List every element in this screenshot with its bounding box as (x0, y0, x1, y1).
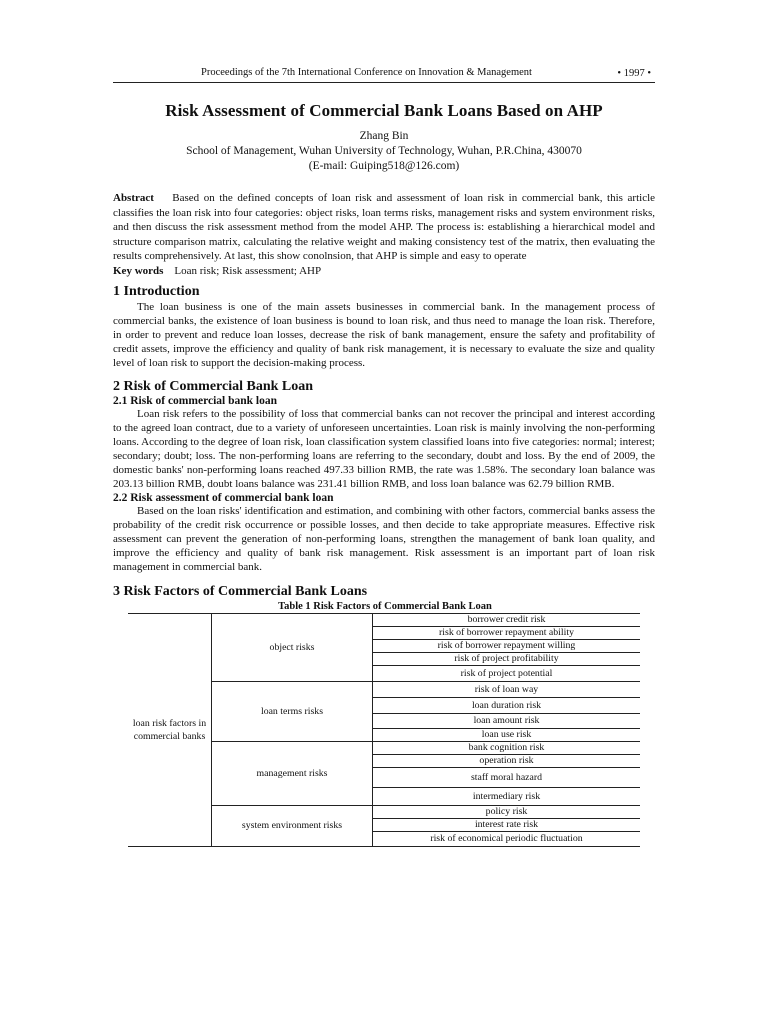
keywords (113, 264, 655, 278)
table-root-label: loan risk factors in commercial banks (132, 717, 207, 742)
table-caption: Table 1 Risk Factors of Commercial Bank Loan (278, 601, 492, 612)
table-cell: loan amount risk (373, 714, 641, 729)
table-cell: loan duration risk (373, 698, 641, 714)
running-header (113, 62, 655, 83)
group-cell-system-environment-risks: system environment risks (212, 806, 373, 847)
section-heading-risk: 2 Risk of Commercial Bank Loan (113, 378, 314, 394)
table-cell: interest rate risk (373, 819, 641, 832)
table-root-cell (128, 614, 212, 847)
table-cell: loan use risk (373, 729, 641, 742)
table-cell: risk of project potential (373, 666, 641, 682)
table-cell: risk of borrower repayment ability (373, 627, 641, 640)
subsection-text-2-1: Loan risk refers to the possibility of loss that commercial banks can not recover the principal and interest according to the agreed loan contract, due to a variety of unforeseen uncertainties. Loan risk is mainly involving the non-performing loans. According to the degree of loan risk, loan classification system classified loans into five categories: normal; interest; secondary; doubt; loss. The non-performing loans are referring to the secondary, doubt and loss. By the end of 2009, the domestic banks' non-performing loans reached 497.33 billion RMB, the rate was 1.58%. The secondary loan balance was 203.13 billion RMB, doubt loans balance was 231.41 billion RMB, and loss loan balance was 62.79 billion RMB. (113, 407, 655, 491)
group-cell-object-risks: object risks (212, 614, 373, 682)
paper-page (113, 62, 655, 847)
keywords-label: Key words (113, 264, 164, 277)
table-cell: borrower credit risk (373, 614, 641, 627)
author-block (113, 129, 655, 174)
table-cell: staff moral hazard (373, 768, 641, 788)
paper-title: Risk Assessment of Commercial Bank Loans Based on AHP (165, 101, 603, 120)
abstract-label: Abstract (113, 192, 154, 204)
subsection-heading-2-1: 2.1 Risk of commercial bank loan (113, 394, 277, 407)
page-number: • 1997 • (617, 68, 651, 79)
table-cell: risk of economical periodic fluctuation (430, 833, 583, 844)
author-email: (E-mail: Guiping518@126.com) (308, 160, 460, 172)
keywords-text: Loan risk; Risk assessment; AHP (174, 264, 322, 277)
section-heading-risk-factors: 3 Risk Factors of Commercial Bank Loans (113, 584, 368, 599)
abstract-text: Based on the defined concepts of loan risk and assessment of loan risk in commercial bank, this article classifies the loan risk into four categories: object risks, loan terms risks, management risks and system environment risks, and then discuss the risk assessment method from the model AHP. The process is: establishing a hierarchical model and structure comparison matrix, calculating the relative weight and making consistency test of the matrix, then evaluating the results comprehensively. At last, this show conolnsion, that AHP is simple and easy to operate (113, 192, 656, 262)
table-cell: intermediary risk (373, 788, 641, 806)
table-row (128, 614, 640, 627)
abstract (113, 191, 655, 264)
group-cell-loan-terms-risks: loan terms risks (212, 682, 373, 742)
table-cell: risk of borrower repayment willing (373, 640, 641, 653)
table-cell: bank cognition risk (373, 742, 641, 755)
subsection-text-2-2: Based on the loan risks' identification and estimation, and combining with other factors, commercial banks assess the probability of the credit risk occurrence or possible losses, and then decide to take appropriate measures. Effective risk assessment can prevent the generation of non-performing loans, strengthen the management of bank loan quality, and improve the efficiency and quality of bank risk management. Risk assessment is an important part of loan risk management in commercial bank. (113, 504, 655, 573)
author-name: Zhang Bin (359, 130, 409, 142)
risk-factors-table (128, 613, 640, 847)
introduction-text: The loan business is one of the main assets businesses in commercial bank. In the management process of commercial banks, the existence of loan business is bound to loan risk, and thus need to manage the loan risk. Therefore, in order to prevent and reduce loan losses, decrease the risk of bank management, ensure the safety and profitability of credit assets, improve the efficiency and quality of bank risk management, it is necessary to evaluate the size and quality level of loan risk to support the decision-making process. (113, 300, 655, 369)
conference-name: Proceedings of the 7th International Conference on Innovation & Management (201, 67, 532, 78)
group-cell-management-risks: management risks (212, 742, 373, 806)
table-cell: operation risk (373, 755, 641, 768)
table-cell: risk of project profitability (373, 653, 641, 666)
table-cell: risk of loan way (373, 682, 641, 698)
author-affiliation: School of Management, Wuhan University of Technology, Wuhan, P.R.China, 430070 (186, 145, 582, 157)
table-cell: policy risk (373, 806, 641, 819)
section-heading-introduction: 1 Introduction (113, 283, 200, 299)
subsection-heading-2-2: 2.2 Risk assessment of commercial bank loan (113, 491, 334, 504)
